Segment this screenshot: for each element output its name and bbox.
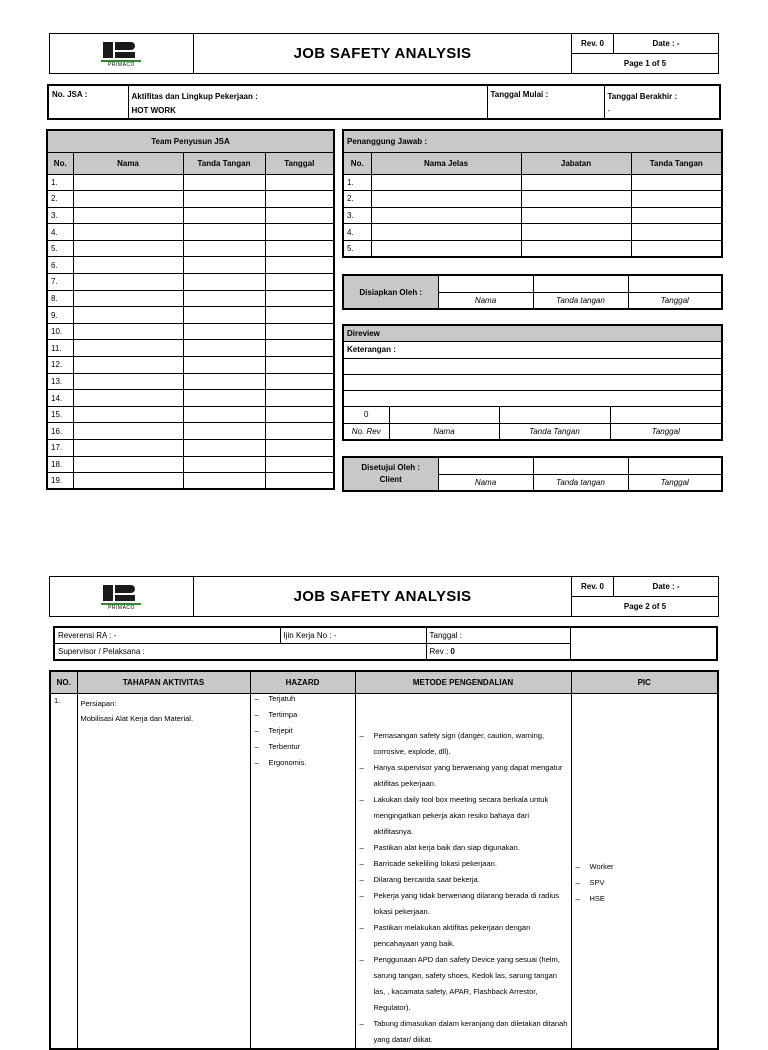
- team-row: [47, 440, 334, 457]
- hazard-item: – Tertimpa: [251, 707, 355, 723]
- pj-row-number: 5.: [343, 240, 371, 257]
- direview-ttd: Tanda Tangan: [499, 423, 610, 440]
- team-blank-cell: [265, 174, 334, 191]
- pj-row-number: 1.: [343, 174, 371, 191]
- pj-row: [343, 191, 722, 208]
- col-pic: PIC: [571, 671, 718, 693]
- pic-cell: [571, 693, 718, 1049]
- pic-item: – HSE: [572, 891, 718, 907]
- page2-rev-label: Rev. 0: [572, 577, 614, 597]
- team-blank-cell: [73, 390, 183, 407]
- team-row: [47, 373, 334, 390]
- jsa-info: [47, 84, 721, 120]
- team-row-number: 9.: [47, 307, 73, 324]
- hazard-cell: [250, 693, 355, 1049]
- team-blank-cell: [265, 423, 334, 440]
- team-blank-cell: [265, 357, 334, 374]
- team-blank-cell: [73, 357, 183, 374]
- team-row-number: 4.: [47, 224, 73, 241]
- pj-blank-cell: [631, 174, 722, 191]
- team-blank-cell: [265, 323, 334, 340]
- page2-rev-label-text: Rev :: [429, 647, 451, 656]
- rev-label: Rev. 0: [572, 34, 614, 54]
- team-blank-cell: [265, 240, 334, 257]
- page2-tanggal: Tanggal :: [426, 627, 570, 644]
- team-blank-cell: [265, 207, 334, 224]
- team-blank-cell: [183, 423, 265, 440]
- pic-item: – Worker: [572, 859, 718, 875]
- disiapkan-label: Disiapkan Oleh :: [343, 275, 438, 309]
- team-row-number: 3.: [47, 207, 73, 224]
- team-row: [47, 390, 334, 407]
- rev-number: 0: [343, 406, 389, 423]
- referensi-ra: Reverensi RA : -: [54, 627, 280, 644]
- team-col-nama: Nama: [73, 152, 183, 174]
- aktifitas-value: HOT WORK: [131, 106, 176, 115]
- aktifitas-label: Aktifitas dan Lingkup Pekerjaan :: [131, 92, 258, 101]
- pj-blank-cell: [371, 207, 521, 224]
- tanggal-berakhir-label: Tanggal Berakhir :: [607, 92, 678, 101]
- team-blank-cell: [265, 290, 334, 307]
- team-blank-cell: [265, 274, 334, 291]
- pj-col-no: No.: [343, 152, 371, 174]
- metode-item: – Penggunaan APD dan safety Device yang sesuai (helm, sarung tangan, safety shoes, Kedok las, sarung tangan las, , kacamata safety, APAR, Flashback Arrestor, Regulator).: [356, 952, 569, 1016]
- pj-blank-cell: [371, 240, 521, 257]
- penanggung-title: Penanggung Jawab :: [343, 130, 722, 152]
- metode-item: – Tabung dimasukan dalam keranjang dan diletakan ditanah yang datar/ diikat.: [356, 1016, 569, 1048]
- team-row: [47, 307, 334, 324]
- team-row-number: 19.: [47, 473, 73, 490]
- pj-blank-cell: [631, 207, 722, 224]
- tanggal-berakhir-cell: [604, 85, 720, 119]
- pj-blank-cell: [631, 224, 722, 241]
- team-row: [47, 207, 334, 224]
- pj-blank-cell: [371, 224, 521, 241]
- supervisor-label: Supervisor / Pelaksana :: [54, 644, 426, 661]
- team-blank-cell: [265, 456, 334, 473]
- company-logo-2: [50, 577, 194, 617]
- team-blank-cell: [183, 240, 265, 257]
- team-row: [47, 174, 334, 191]
- pj-row: [343, 207, 722, 224]
- metode-item: – Pastikan alat kerja baik dan siap digunakan.: [356, 840, 569, 856]
- team-row: [47, 323, 334, 340]
- pj-row: [343, 224, 722, 241]
- disetujui-ttd: Tanda tangan: [533, 474, 628, 491]
- page2-header: [49, 576, 719, 617]
- penanggung-jawab-table: [342, 129, 723, 258]
- pj-col-jabatan: Jabatan: [521, 152, 631, 174]
- pj-blank-cell: [371, 174, 521, 191]
- jsa-steps-table: [49, 670, 719, 1050]
- team-col-no: No.: [47, 152, 73, 174]
- tahapan-line-1: Persiapan:: [80, 698, 117, 708]
- team-row: [47, 340, 334, 357]
- team-blank-cell: [73, 207, 183, 224]
- metode-item: – Lakukan daily tool box meeting secara berkala untuk mengingatkan pekerja akan resiko bahaya dari aktifitasnya.: [356, 792, 569, 840]
- team-blank-cell: [73, 174, 183, 191]
- team-blank-cell: [265, 224, 334, 241]
- pj-row-number: 3.: [343, 207, 371, 224]
- pj-blank-cell: [521, 191, 631, 208]
- team-row: [47, 191, 334, 208]
- team-blank-cell: [183, 390, 265, 407]
- team-row-number: 7.: [47, 274, 73, 291]
- hazard-item: – Terbentur: [251, 739, 355, 755]
- metode-item: – Barricade sekeliling lokasi pekerjaan.: [356, 856, 569, 872]
- team-blank-cell: [183, 307, 265, 324]
- team-blank-cell: [183, 174, 265, 191]
- no-rev-label: No. Rev: [343, 423, 389, 440]
- team-row-number: 8.: [47, 290, 73, 307]
- pj-blank-cell: [521, 207, 631, 224]
- team-blank-cell: [265, 257, 334, 274]
- page-number: Page 1 of 5: [572, 54, 719, 74]
- metode-item: – Pastikan melakukan aktifitas pekerjaan dengan pencahayaan yang baik.: [356, 920, 569, 952]
- direview-title: Direview: [343, 325, 722, 341]
- team-blank-cell: [183, 290, 265, 307]
- disetujui-tanggal: Tanggal: [628, 474, 722, 491]
- team-blank-cell: [73, 440, 183, 457]
- team-row-number: 6.: [47, 257, 73, 274]
- hazard-item: – Ergonomis.: [251, 755, 355, 771]
- team-row: [47, 274, 334, 291]
- team-row-number: 18.: [47, 456, 73, 473]
- pj-blank-cell: [521, 240, 631, 257]
- tanggal-mulai-label: Tanggal Mulai :: [487, 85, 604, 119]
- ijin-kerja: Ijin Kerja No : -: [280, 627, 426, 644]
- disetujui-cell: [343, 457, 438, 491]
- team-blank-cell: [183, 191, 265, 208]
- col-no: NO.: [50, 671, 77, 693]
- page2-title: JOB SAFETY ANALYSIS: [194, 577, 572, 617]
- team-blank-cell: [73, 191, 183, 208]
- tahapan-cell: [77, 693, 250, 1049]
- team-row-number: 10.: [47, 323, 73, 340]
- metode-item: – Pekerja yang tidak berwenang dilarang berada di radius lokasi pekerjaan.: [356, 888, 569, 920]
- tahapan-line-2: Mobilisasi Alat Kerja dan Material.: [80, 713, 194, 723]
- team-blank-cell: [183, 373, 265, 390]
- hazard-item: – Terjepit: [251, 723, 355, 739]
- team-row-number: 15.: [47, 406, 73, 423]
- pic-item: – SPV: [572, 875, 718, 891]
- disetujui-client: Client: [379, 475, 402, 484]
- team-blank-cell: [73, 373, 183, 390]
- team-blank-cell: [73, 274, 183, 291]
- team-row-number: 2.: [47, 191, 73, 208]
- team-blank-cell: [183, 473, 265, 490]
- team-blank-cell: [183, 274, 265, 291]
- team-row-number: 5.: [47, 240, 73, 257]
- team-blank-cell: [265, 390, 334, 407]
- keterangan-label: Keterangan :: [343, 341, 722, 358]
- team-row: [47, 456, 334, 473]
- pj-row: [343, 174, 722, 191]
- pj-row: [343, 240, 722, 257]
- metode-item: – Hanya supervisor yang berwenang yang dapat mengatur aktifitas pekerjaan.: [356, 760, 569, 792]
- disetujui-nama: Nama: [438, 474, 533, 491]
- team-blank-cell: [73, 456, 183, 473]
- team-blank-cell: [183, 357, 265, 374]
- team-blank-cell: [265, 340, 334, 357]
- pj-col-ttd: Tanda Tangan: [631, 152, 722, 174]
- team-blank-cell: [183, 440, 265, 457]
- team-blank-cell: [265, 406, 334, 423]
- disiapkan-tanggal: Tanggal: [628, 292, 722, 309]
- col-metode: METODE PENGENDALIAN: [355, 671, 571, 693]
- team-row: [47, 357, 334, 374]
- team-row: [47, 290, 334, 307]
- team-row: [47, 473, 334, 490]
- page1-header: [49, 33, 719, 74]
- col-tahapan: TAHAPAN AKTIVITAS: [77, 671, 250, 693]
- team-blank-cell: [183, 257, 265, 274]
- team-blank-cell: [73, 323, 183, 340]
- team-blank-cell: [73, 257, 183, 274]
- aktifitas-cell: [128, 85, 487, 119]
- team-blank-cell: [265, 440, 334, 457]
- direview-table: [342, 324, 723, 441]
- pj-blank-cell: [631, 240, 722, 257]
- hazard-item: – Terjatuh: [251, 693, 355, 707]
- disetujui-table: [342, 456, 723, 492]
- team-row-number: 12.: [47, 357, 73, 374]
- metode-item: – Pemasangan safety sign (danger, caution, warning, corrosive, explode, dll).: [356, 728, 569, 760]
- team-blank-cell: [265, 191, 334, 208]
- team-title: Team Penyusun JSA: [47, 130, 334, 152]
- page2-date-label: Date : -: [614, 577, 719, 597]
- team-row-number: 11.: [47, 340, 73, 357]
- pj-blank-cell: [631, 191, 722, 208]
- tanggal-berakhir-value: -: [607, 106, 611, 115]
- company-logo: [50, 34, 194, 74]
- team-blank-cell: [73, 423, 183, 440]
- no-jsa-label: No. JSA :: [48, 85, 128, 119]
- team-row: [47, 257, 334, 274]
- step-no: 1.: [50, 693, 77, 1049]
- team-blank-cell: [73, 340, 183, 357]
- disiapkan-nama: Nama: [438, 292, 533, 309]
- team-row-number: 17.: [47, 440, 73, 457]
- page2-rev-value: 0: [450, 647, 455, 656]
- logo-brand-2: PRIMACO: [108, 604, 135, 611]
- pj-row-number: 2.: [343, 191, 371, 208]
- team-blank-cell: [183, 406, 265, 423]
- disiapkan-table: [342, 274, 723, 310]
- team-row-number: 13.: [47, 373, 73, 390]
- disetujui-label: Disetujui Oleh :: [361, 463, 421, 472]
- team-blank-cell: [183, 207, 265, 224]
- date-label: Date : -: [614, 34, 719, 54]
- direview-nama: Nama: [389, 423, 499, 440]
- team-blank-cell: [265, 373, 334, 390]
- team-blank-cell: [183, 340, 265, 357]
- direview-tanggal: Tanggal: [610, 423, 722, 440]
- team-blank-cell: [73, 406, 183, 423]
- pj-row-number: 4.: [343, 224, 371, 241]
- team-row: [47, 423, 334, 440]
- team-row: [47, 406, 334, 423]
- team-blank-cell: [73, 473, 183, 490]
- pj-blank-cell: [521, 174, 631, 191]
- metode-cell: [355, 693, 571, 1049]
- pj-blank-cell: [371, 191, 521, 208]
- page2-number: Page 2 of 5: [572, 597, 719, 617]
- team-row-number: 1.: [47, 174, 73, 191]
- team-penyusun-table: [46, 129, 335, 490]
- team-row: [47, 224, 334, 241]
- metode-item: – Dilarang bercanda saat bekerja.: [356, 872, 569, 888]
- team-row: [47, 240, 334, 257]
- team-blank-cell: [265, 473, 334, 490]
- pj-blank-cell: [521, 224, 631, 241]
- team-row-number: 16.: [47, 423, 73, 440]
- page2-rev-cell: [426, 644, 570, 661]
- team-row-number: 14.: [47, 390, 73, 407]
- team-blank-cell: [73, 224, 183, 241]
- disiapkan-ttd: Tanda tangan: [533, 292, 628, 309]
- page2-info: [53, 626, 718, 661]
- pj-col-nama: Nama Jelas: [371, 152, 521, 174]
- team-blank-cell: [183, 456, 265, 473]
- col-hazard: HAZARD: [250, 671, 355, 693]
- team-blank-cell: [183, 224, 265, 241]
- team-blank-cell: [265, 307, 334, 324]
- team-blank-cell: [73, 240, 183, 257]
- logo-brand: PRIMACO: [108, 61, 135, 68]
- page-title: JOB SAFETY ANALYSIS: [194, 34, 572, 74]
- team-blank-cell: [73, 290, 183, 307]
- team-col-tanggal: Tanggal: [265, 152, 334, 174]
- team-blank-cell: [183, 323, 265, 340]
- team-col-ttd: Tanda Tangan: [183, 152, 265, 174]
- team-blank-cell: [73, 307, 183, 324]
